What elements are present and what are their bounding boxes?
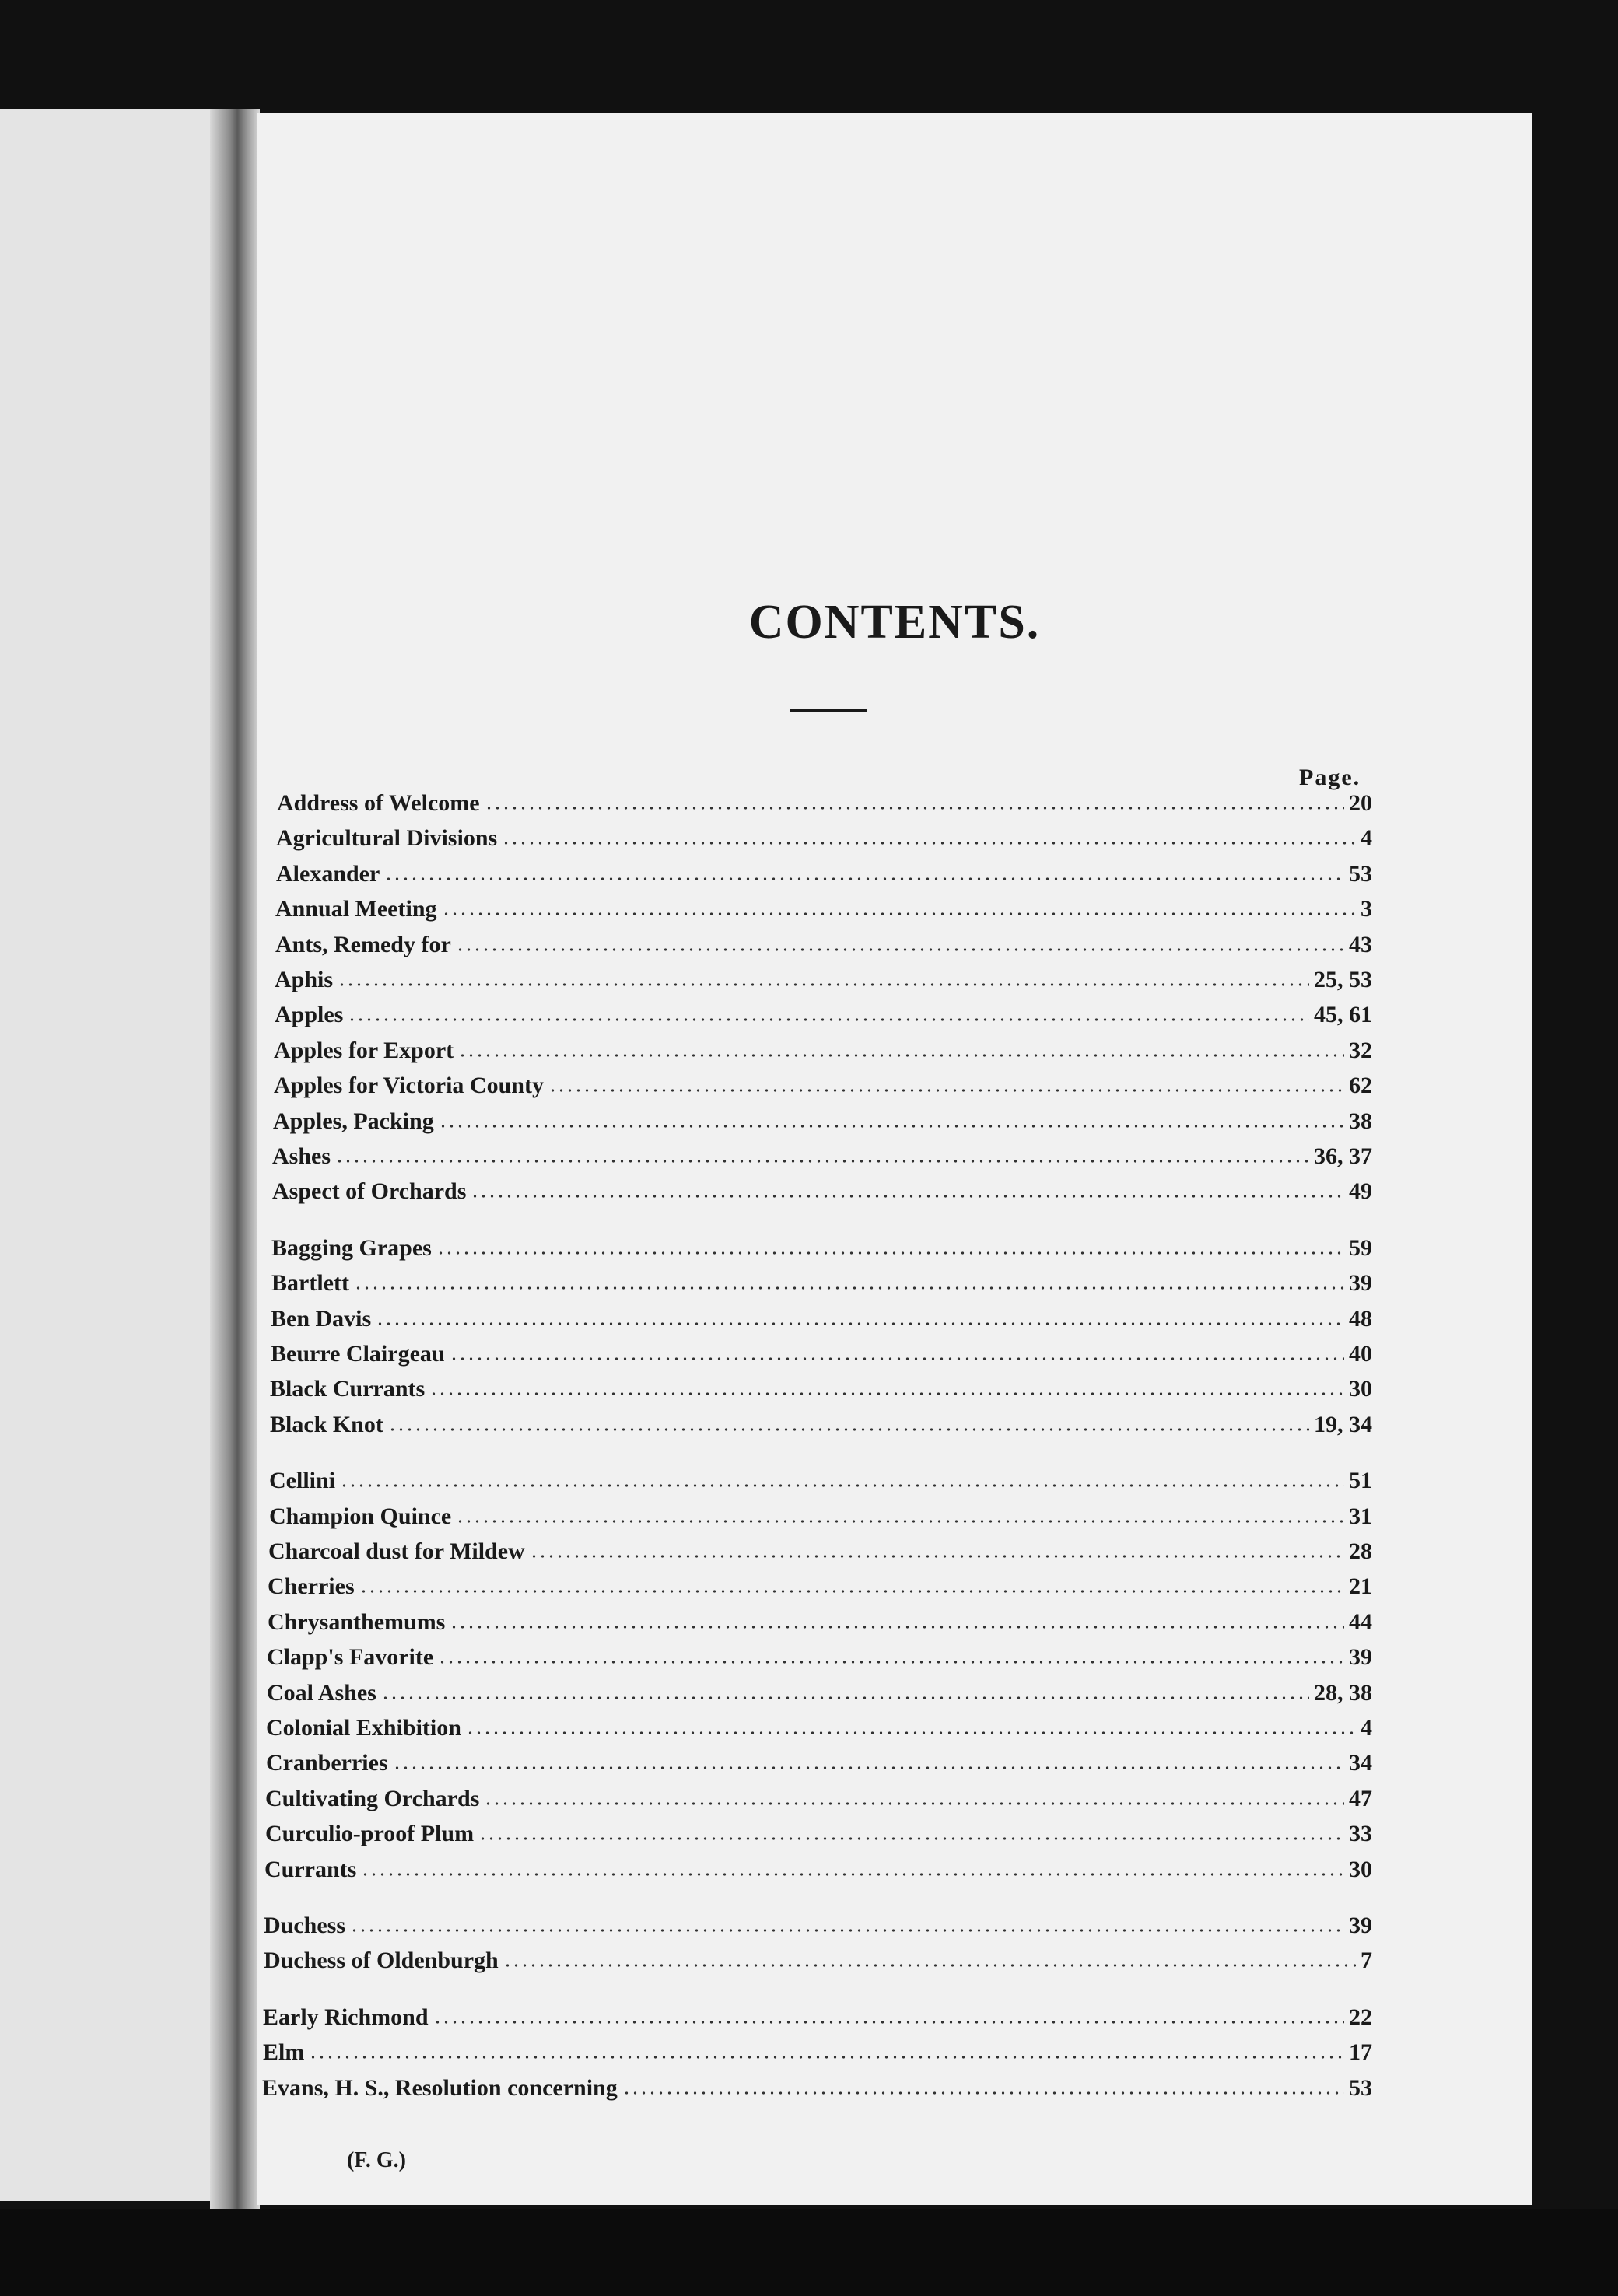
toc-entry (266, 1748, 1372, 1779)
dot-leader (338, 982, 1309, 988)
dot-leader (348, 1017, 1309, 1023)
toc-entry-label: Coal Ashes (267, 1680, 376, 1706)
toc-entry-label: Annual Meeting (275, 896, 437, 922)
toc-entry-label: Agricultural Divisions (276, 825, 498, 851)
toc-entry-page: 51 (1349, 1468, 1372, 1493)
contents-page (257, 113, 1532, 2205)
toc-entry-label: Evans, H. S., Resolution concerning (262, 2075, 618, 2101)
toc-entry (268, 1607, 1372, 1638)
dot-leader (458, 1052, 1344, 1059)
toc-entry-page: 49 (1349, 1178, 1372, 1204)
toc-entry-label: Elm (263, 2039, 305, 2065)
toc-entry-label: Currants (264, 1857, 357, 1882)
toc-entry-label: Colonial Exhibition (266, 1715, 461, 1741)
toc-entry-page: 30 (1349, 1857, 1372, 1882)
dot-leader (484, 1801, 1344, 1807)
toc-entry (268, 1571, 1372, 1602)
toc-entry-label: Chrysanthemums (268, 1609, 446, 1635)
toc-entry-page: 4 (1361, 1715, 1372, 1741)
dot-leader (548, 1087, 1344, 1094)
toc-entry-label: Charcoal dust for Mildew (268, 1538, 525, 1564)
toc-entry-page: 53 (1349, 2075, 1372, 2101)
dot-leader (485, 805, 1344, 811)
toc-entry-page: 22 (1349, 2004, 1372, 2030)
toc-entry (274, 1070, 1372, 1101)
dot-leader (450, 1356, 1344, 1362)
toc-entry-page: 34 (1349, 1750, 1372, 1776)
toc-entry (275, 929, 1372, 961)
toc-entry-label: Black Currants (270, 1376, 426, 1402)
toc-entry-page: 39 (1349, 1913, 1372, 1938)
toc-entry (264, 1945, 1372, 1976)
dot-leader (438, 1659, 1344, 1665)
dot-leader (471, 1193, 1344, 1199)
toc-entry-label: Address of Welcome (277, 790, 480, 816)
toc-list (257, 113, 1532, 2205)
toc-entry (269, 1501, 1372, 1532)
dot-leader (433, 2019, 1344, 2025)
toc-entry-page: 25, 53 (1314, 967, 1372, 992)
toc-entry-label: Aphis (275, 967, 334, 992)
dot-leader (388, 1426, 1309, 1433)
dot-leader (442, 911, 1356, 917)
dot-leader (361, 1871, 1344, 1878)
toc-entry-page: 62 (1349, 1073, 1372, 1098)
toc-entry (264, 1854, 1372, 1885)
dot-leader (381, 1695, 1309, 1701)
toc-entry (271, 1339, 1372, 1370)
toc-entry-page: 36, 37 (1314, 1143, 1372, 1169)
toc-entry-page: 39 (1349, 1270, 1372, 1296)
toc-entry (267, 1678, 1372, 1709)
toc-entry-page: 45, 61 (1314, 1002, 1372, 1027)
dot-leader (622, 2090, 1344, 2096)
toc-entry-page: 28, 38 (1314, 1680, 1372, 1706)
toc-entry (275, 964, 1372, 996)
dot-leader (359, 1588, 1344, 1594)
toc-entry-page: 32 (1349, 1038, 1372, 1063)
toc-entry (263, 2002, 1372, 2033)
toc-entry (272, 1141, 1372, 1172)
dot-leader (354, 1285, 1344, 1291)
dot-leader (429, 1391, 1344, 1397)
dot-leader (450, 1624, 1344, 1630)
scan-background (0, 2209, 1618, 2296)
dot-leader (384, 876, 1344, 882)
toc-entry-label: Beurre Clairgeau (271, 1341, 445, 1367)
toc-entry (273, 1106, 1372, 1137)
toc-entry (269, 1465, 1372, 1496)
toc-entry-page: 39 (1349, 1644, 1372, 1670)
dot-leader (439, 1123, 1344, 1129)
toc-entry-label: Clapp's Favorite (267, 1644, 434, 1670)
dot-leader (393, 1765, 1344, 1771)
toc-entry (272, 1176, 1372, 1207)
toc-entry-label: Aspect of Orchards (272, 1178, 467, 1204)
dot-leader (335, 1158, 1309, 1164)
toc-entry-page: 53 (1349, 861, 1372, 887)
toc-entry-label: Champion Quince (269, 1503, 452, 1529)
toc-entry-page: 4 (1361, 825, 1372, 851)
page-title: CONTENTS. (748, 596, 1041, 649)
page-column-header: Page. (1299, 765, 1361, 790)
toc-entry-label: Duchess (264, 1913, 346, 1938)
toc-entry-page: 59 (1349, 1235, 1372, 1261)
dot-leader (436, 1250, 1344, 1256)
dot-leader (502, 840, 1356, 846)
dot-leader (530, 1553, 1344, 1559)
toc-entry-page: 21 (1349, 1573, 1372, 1599)
dot-leader (350, 1927, 1344, 1934)
toc-entry-page: 38 (1349, 1108, 1372, 1134)
toc-entry-label: Apples (275, 1002, 344, 1027)
toc-entry-page: 31 (1349, 1503, 1372, 1529)
toc-entry-page: 40 (1349, 1341, 1372, 1367)
toc-entry (264, 1910, 1372, 1941)
dot-leader (456, 947, 1344, 953)
toc-entry (263, 2037, 1372, 2068)
dot-leader (478, 1836, 1344, 1842)
toc-entry-label: Cellini (269, 1468, 336, 1493)
dot-leader (340, 1482, 1344, 1489)
toc-entry (271, 1304, 1372, 1335)
toc-entry-page: 33 (1349, 1821, 1372, 1846)
toc-entry (271, 1268, 1372, 1299)
dot-leader (456, 1518, 1344, 1524)
toc-entry-label: Apples for Victoria County (274, 1073, 544, 1098)
toc-entry (262, 2073, 1372, 2104)
toc-entry-label: Cherries (268, 1573, 355, 1599)
toc-entry (271, 1233, 1372, 1264)
toc-entry-page: 20 (1349, 790, 1372, 816)
toc-entry (270, 1374, 1372, 1405)
toc-entry-label: Black Knot (270, 1412, 383, 1437)
toc-entry-label: Cultivating Orchards (265, 1786, 480, 1811)
toc-entry-label: Ants, Remedy for (275, 932, 451, 957)
toc-entry-page: 43 (1349, 932, 1372, 957)
toc-entry (265, 1818, 1372, 1850)
toc-entry (275, 999, 1372, 1031)
toc-entry-page: 48 (1349, 1306, 1372, 1332)
toc-entry-page: 30 (1349, 1376, 1372, 1402)
toc-entry (274, 1035, 1372, 1066)
toc-entry (266, 1713, 1372, 1744)
toc-entry-page: 47 (1349, 1786, 1372, 1811)
toc-entry-label: Ashes (272, 1143, 331, 1169)
toc-entry-label: Early Richmond (263, 2004, 429, 2030)
toc-entry-label: Curculio-proof Plum (265, 1821, 475, 1846)
toc-entry-label: Apples for Export (274, 1038, 454, 1063)
toc-entry (275, 894, 1372, 925)
toc-entry-label: Bartlett (271, 1270, 349, 1296)
toc-entry (270, 1409, 1372, 1440)
toc-entry-page: 3 (1361, 896, 1372, 922)
book-spine (210, 109, 260, 2209)
toc-entry-label: Duchess of Oldenburgh (264, 1948, 499, 1973)
dot-leader (309, 2054, 1344, 2060)
toc-entry-page: 28 (1349, 1538, 1372, 1564)
toc-entry-label: Alexander (276, 861, 380, 887)
toc-entry-label: Ben Davis (271, 1306, 372, 1332)
dot-leader (466, 1730, 1356, 1736)
toc-entry (276, 823, 1372, 854)
dot-leader (376, 1321, 1344, 1327)
toc-entry-label: Bagging Grapes (271, 1235, 432, 1261)
toc-entry-page: 7 (1361, 1948, 1372, 1973)
toc-entry-page: 17 (1349, 2039, 1372, 2065)
toc-entry-page: 44 (1349, 1609, 1372, 1635)
toc-entry-label: Apples, Packing (273, 1108, 434, 1134)
dot-leader (503, 1962, 1356, 1969)
toc-entry (267, 1642, 1372, 1673)
toc-entry (277, 788, 1372, 819)
signature-mark: (F. G.) (347, 2148, 406, 2172)
toc-entry-label: Cranberries (266, 1750, 388, 1776)
toc-entry (265, 1783, 1372, 1815)
toc-entry (276, 859, 1372, 890)
toc-entry (268, 1536, 1372, 1567)
toc-entry-page: 19, 34 (1314, 1412, 1372, 1437)
